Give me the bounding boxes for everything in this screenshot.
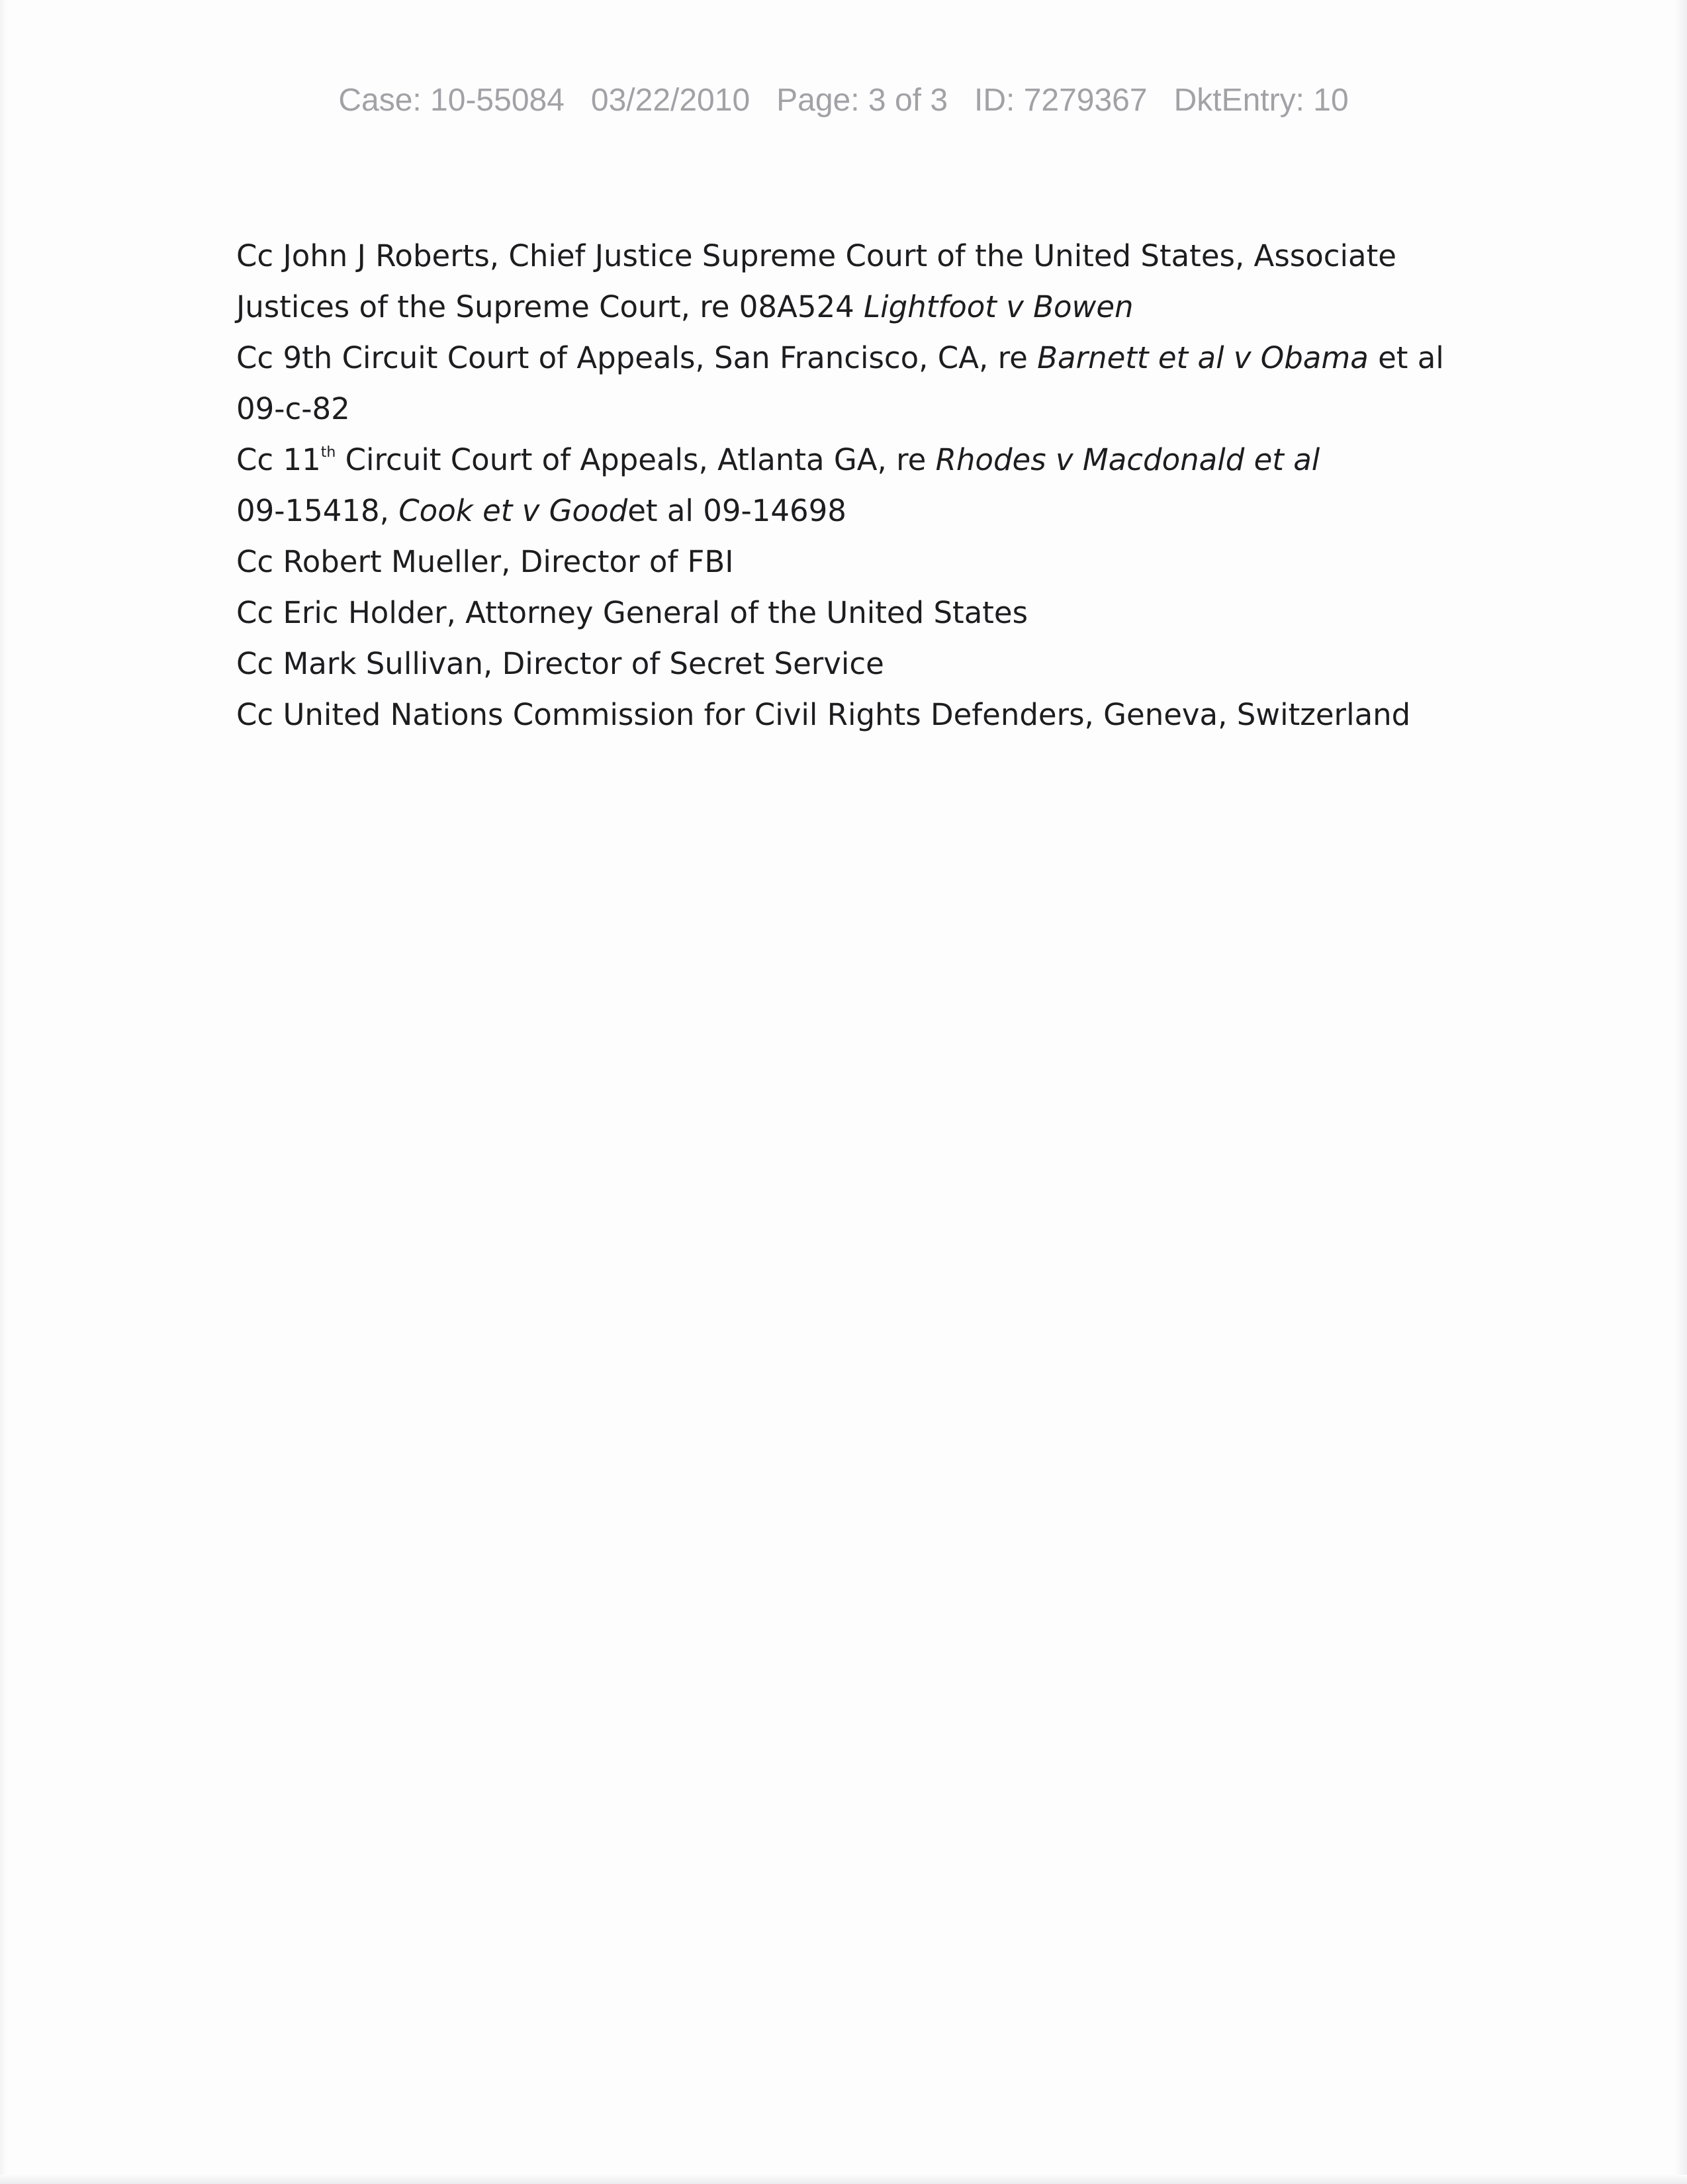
case-number: Case: 10-55084 xyxy=(338,83,565,118)
cc-11th-circuit: Circuit Court of Appeals, Atlanta GA, re xyxy=(336,442,936,477)
ordinal-suffix: th xyxy=(320,444,336,461)
case-cook-suffix: et al 09-14698 xyxy=(627,493,846,528)
scan-edge-left xyxy=(0,0,7,2184)
cc-line xyxy=(236,434,1494,485)
cc-line xyxy=(236,332,1494,383)
cc-roberts-cont: Justices of the Supreme Court, re 08A524 xyxy=(236,289,864,324)
case-lightfoot: Lightfoot v Bowen xyxy=(864,289,1134,324)
cc-line xyxy=(236,536,1494,587)
cc-sullivan: Cc Mark Sullivan, Director of Secret Service xyxy=(236,646,884,681)
court-filing-header xyxy=(0,82,1687,119)
cc-list xyxy=(236,230,1494,740)
cc-line xyxy=(236,587,1494,638)
scan-edge-bottom xyxy=(0,2175,1687,2184)
case-rhodes: Rhodes v Macdonald et al xyxy=(935,442,1320,477)
cc-line xyxy=(236,383,1494,434)
case-cook: Cook et v Good xyxy=(398,493,628,528)
cc-line xyxy=(236,485,1494,536)
cc-line xyxy=(236,281,1494,332)
cc-line xyxy=(236,689,1494,740)
cc-11th-prefix: Cc 11 xyxy=(236,442,321,477)
case-barnett-suffix: et al xyxy=(1368,340,1444,375)
cc-line xyxy=(236,230,1494,281)
docket-entry: DktEntry: 10 xyxy=(1173,83,1349,118)
cc-line xyxy=(236,638,1494,689)
case-number-09-c-82: 09-c-82 xyxy=(236,391,350,426)
cc-mueller: Cc Robert Mueller, Director of FBI xyxy=(236,544,734,579)
case-number-09-15418: 09-15418, xyxy=(236,493,399,528)
filing-date: 03/22/2010 xyxy=(590,83,751,118)
case-barnett: Barnett et al v Obama xyxy=(1037,340,1369,375)
document-id: ID: 7279367 xyxy=(974,83,1148,118)
cc-holder: Cc Eric Holder, Attorney General of the United States xyxy=(236,595,1028,630)
cc-united-nations: Cc United Nations Commission for Civil Rights Defenders, Geneva, Switzerland xyxy=(236,697,1411,732)
cc-roberts: Cc John J Roberts, Chief Justice Supreme Court of the United States, Associate xyxy=(236,238,1396,273)
scan-edge-right xyxy=(1675,0,1687,2184)
cc-9th-circuit: Cc 9th Circuit Court of Appeals, San Francisco, CA, re xyxy=(236,340,1038,375)
page-indicator: Page: 3 of 3 xyxy=(776,83,948,118)
